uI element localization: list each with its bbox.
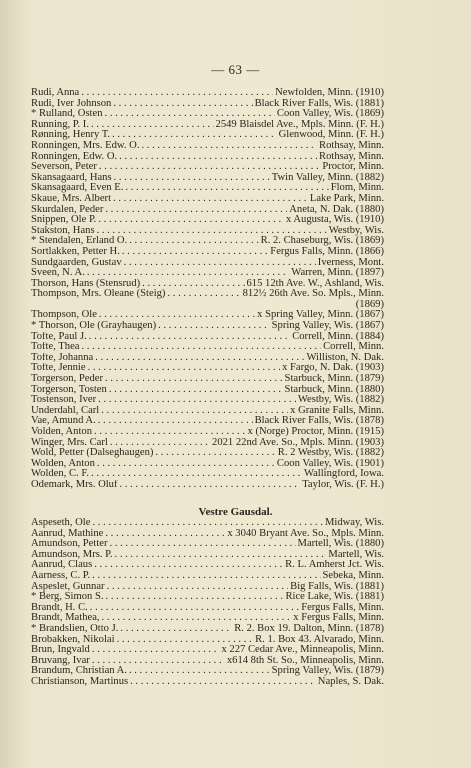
dot-leader: [89, 332, 290, 343]
dot-leader: [117, 635, 254, 646]
dot-leader: [99, 310, 255, 321]
entry-name: Skansagaard, Hans: [31, 172, 112, 183]
list-item: [31, 120, 384, 131]
entry-name: Skansagaard, Even E.: [31, 183, 124, 194]
list-item: [31, 353, 384, 364]
entry-name: Torgerson, Peder: [31, 374, 104, 385]
dot-leader: [122, 247, 268, 258]
entry-name: Volden, Anton: [31, 427, 93, 437]
list-item: [31, 645, 384, 656]
dot-leader: [124, 258, 316, 269]
list-item: [31, 406, 384, 417]
entry-location: Wallingford, Iowa.: [303, 469, 384, 480]
list-item: [31, 363, 384, 374]
entry-name: Aanrud, Claus: [31, 560, 93, 571]
list-item: [31, 539, 384, 550]
dot-leader: [88, 363, 281, 374]
entry-location: Williston, N. Dak.: [306, 352, 384, 363]
list-item: [31, 550, 384, 561]
list-item: [31, 385, 384, 396]
member-list: [31, 88, 384, 491]
entry-continuation: (1869): [355, 298, 384, 310]
list-item: [31, 215, 384, 226]
dot-leader: [91, 469, 302, 480]
entry-location: Martell, Wis. (1880): [297, 539, 384, 550]
dot-leader: [95, 353, 304, 364]
dot-leader: [97, 226, 327, 237]
entry-location: Aneta, N. Dak. (1880): [289, 204, 384, 215]
entry-location: Rice Lake, Wis. (1881): [285, 592, 384, 603]
entry-location: Midway, Wis.: [324, 518, 384, 528]
dot-leader: [107, 582, 289, 593]
list-item: [31, 624, 384, 635]
entry-location: Rothsay, Minn.: [319, 151, 384, 162]
entry-location: R. 1. Box 43. Alvarado, Minn.: [255, 634, 384, 645]
list-item: [31, 560, 384, 571]
dot-leader: [94, 427, 245, 438]
entry-name: Severson, Peter: [31, 162, 97, 173]
list-item: [31, 268, 384, 279]
dot-leader: [102, 613, 292, 624]
dot-leader: [81, 342, 321, 353]
list-item: [31, 395, 384, 406]
dot-leader: [92, 518, 323, 529]
list-item: [31, 173, 384, 184]
list-item: [31, 374, 384, 385]
entry-name: Christianson, Martinus: [31, 676, 129, 687]
list-item: [31, 666, 384, 677]
dot-leader: [141, 141, 317, 152]
entry-location: Glenwood, Minn. (F. H.): [278, 130, 384, 141]
dot-leader: [92, 571, 320, 582]
dot-leader: [91, 120, 214, 131]
dot-leader: [105, 529, 225, 540]
entry-location: R. 2. Chaseburg, Wis. (1869): [260, 236, 384, 247]
list-item: [31, 152, 384, 163]
list-item: [31, 162, 384, 173]
dot-leader: [112, 130, 277, 141]
entry-name: Skurdalen, Peder: [31, 204, 104, 215]
entry-location: Warren, Minn. (1897): [291, 268, 384, 279]
list-item: [31, 130, 384, 141]
dot-leader: [114, 173, 270, 184]
entry-name: Wold, Petter (Dalseghaugen): [31, 448, 154, 459]
dot-leader: [97, 459, 275, 470]
entry-name: * Rulland, Osten: [31, 109, 103, 120]
list-item: [31, 427, 384, 438]
entry-name: Brandt, H. C.: [31, 602, 88, 613]
dot-leader: [87, 268, 289, 279]
dot-leader: [106, 592, 284, 603]
list-item: [31, 571, 384, 582]
list-item: [31, 459, 384, 470]
entry-location: R. 2 Westby, Wis. (1882): [277, 448, 384, 459]
dot-leader: [105, 374, 283, 385]
dot-leader: [99, 162, 320, 173]
entry-location: Black River Falls, Wis. (1878): [254, 416, 384, 427]
entry-name: Tofte, Paul J.: [31, 331, 87, 342]
member-list-vestre-gausdal: [31, 518, 384, 688]
list-item: [31, 342, 384, 353]
dot-leader: [98, 215, 284, 226]
entry-name: Sortlakken, Petter H.: [31, 246, 120, 257]
entry-name: Amundson, Petter: [31, 539, 108, 550]
entry-name: Winger, Mrs. Carl: [31, 437, 108, 448]
list-item: [31, 582, 384, 593]
entry-name: Thorson, Hans (Stensrud): [31, 278, 141, 289]
entry-name: Tofte, Thea: [31, 342, 80, 353]
entry-name: Aanrud, Mathine: [31, 528, 104, 539]
entry-location: Iverness, Mont.: [317, 257, 384, 268]
entry-location: x614 8th St. So., Minneapolis, Minn.: [226, 655, 384, 666]
list-item: [31, 656, 384, 667]
entry-location: Martell, Wis.: [328, 549, 384, 560]
entry-location: Starbuck, Minn. (1879): [284, 374, 384, 385]
entry-location: Proctor, Minn.: [322, 162, 384, 173]
list-item: [31, 480, 384, 491]
entry-location: Spring Valley, Wis. (1879): [271, 666, 384, 677]
list-item: [31, 603, 384, 614]
dot-leader: [105, 205, 287, 216]
entry-name: Aspeslet, Gunnar: [31, 581, 105, 592]
entry-name: Thompson, Ole: [31, 310, 97, 321]
list-item: [31, 289, 384, 300]
entry-location: x 227 Cedar Ave., Minneapolis, Minn.: [221, 645, 384, 656]
dot-leader: [98, 416, 253, 427]
entry-location: R. L. Amherst Jct. Wis.: [285, 560, 384, 571]
entry-location: 812½ 26th Ave. So. Mpls., Minn.: [242, 289, 384, 300]
list-item: [31, 205, 384, 216]
list-item: [31, 247, 384, 258]
list-item: [31, 438, 384, 449]
entry-location: Twin Valley, Minn. (1882): [271, 172, 384, 183]
list-item: [31, 88, 384, 99]
entry-name: * Thorson, Ole (Grayhaugen): [31, 321, 157, 332]
entry-name: Brandum, Christian A.: [31, 666, 127, 677]
entry-location: Lake Park, Minn.: [309, 193, 384, 204]
entry-location: x Augusta, Wis. (1910): [286, 215, 384, 226]
list-item: [31, 332, 384, 343]
dot-leader: [120, 624, 232, 635]
entry-location: Spring Valley, Wis. (1867): [271, 321, 384, 332]
entry-name: Torgerson, Tosten: [31, 384, 107, 395]
entry-location: Fergus Falls, Minn.: [301, 602, 384, 613]
entry-location: Westby, Wis.: [328, 225, 384, 236]
list-item: [31, 613, 384, 624]
entry-name: Ronningen, Mrs. Edw. O.: [31, 140, 140, 151]
entry-name: Brun, Ingvald: [31, 645, 90, 656]
entry-name: Snippen, Ole P.: [31, 215, 97, 226]
dot-leader: [105, 109, 275, 120]
entry-location: Naples, S. Dak.: [317, 676, 384, 687]
entry-name: * Brandslien, Otto J.: [31, 623, 119, 634]
list-item: [31, 226, 384, 237]
entry-location: x (Norge) Proctor, Minn. (1915): [247, 427, 384, 437]
entry-name: Tostenson, Iver: [31, 395, 97, 406]
entry-name: Tofte, Jennie: [31, 363, 86, 374]
entry-location: x 3040 Bryant Ave. So., Mpls. Minn.: [227, 528, 384, 539]
entry-location: Taylor, Wis. (F. H.): [302, 479, 384, 490]
entry-name: Tofte, Johanna: [31, 352, 94, 363]
entry-location: Sebeka, Minn.: [322, 570, 384, 581]
dot-leader: [110, 539, 296, 550]
entry-location: 2021 22nd Ave. So., Mpls. Minn. (1903): [212, 437, 384, 448]
entry-name: Brobakken, Nikolai: [31, 634, 115, 645]
list-item: [31, 183, 384, 194]
entry-name: Vae, Amund A.: [31, 416, 96, 427]
entry-location: Big Falls, Wis. (1881): [290, 581, 384, 592]
entry-location: Coon Valley, Wis. (1869): [276, 109, 384, 120]
dot-leader: [94, 560, 283, 571]
list-item: [31, 258, 384, 269]
entry-name: Sundgaarden, Gustav: [31, 257, 122, 268]
dot-leader: [98, 395, 296, 406]
entry-name: Amundson, Mrs. P.: [31, 549, 113, 560]
dot-leader: [113, 99, 252, 110]
entry-location: Flom, Minn.: [330, 183, 384, 194]
entry-location: Starbuck, Minn. (1880): [284, 384, 384, 395]
entry-location: Rothsay, Minn.: [319, 140, 384, 151]
list-item: [31, 279, 384, 290]
dot-leader: [155, 448, 275, 459]
entry-name: Thompson, Mrs. Oleane (Steig): [31, 289, 166, 300]
entry-name: Sveen, N. A.: [31, 268, 85, 279]
list-item: [31, 109, 384, 120]
dot-leader: [101, 406, 288, 417]
dot-leader: [119, 152, 317, 163]
entry-location: 615 12th Ave. W., Ashland, Wis.: [246, 278, 384, 289]
dot-leader: [129, 666, 270, 677]
dot-leader: [81, 88, 273, 99]
entry-name: Wolden, C. F.: [31, 469, 90, 480]
entry-name: Wolden, Anton: [31, 458, 95, 469]
section-heading: Vestre Gausdal.: [198, 506, 273, 518]
entry-location: x Fergus Falls, Minn.: [293, 613, 384, 624]
list-item: [31, 310, 384, 321]
dot-leader: [109, 385, 283, 396]
entry-name: Odemark, Mrs. Oluf: [31, 479, 118, 490]
dot-leader: [110, 438, 210, 449]
entry-location: x Granite Falls, Minn.: [290, 405, 384, 416]
list-item: [31, 321, 384, 332]
dot-leader: [125, 183, 328, 194]
entry-name: Aspeseth, Ole: [31, 518, 91, 528]
entry-name: Bruvang, Ivar: [31, 655, 90, 666]
entry-name: Underdahl, Carl: [31, 405, 100, 416]
dot-leader: [167, 289, 240, 300]
entry-location: Correll, Minn. (1884): [292, 331, 384, 342]
entry-name: Stakston, Hans: [31, 225, 95, 236]
dot-leader: [142, 279, 244, 290]
page-number: — 63 —: [211, 62, 260, 77]
dot-leader: [113, 194, 308, 205]
entry-location: R. 2. Box 19. Dalton, Minn. (1878): [234, 623, 384, 634]
entry-location: Fergus Falls, Minn. (1866): [270, 246, 384, 257]
list-item: [31, 448, 384, 459]
entry-name: Aarness, C. P.: [31, 570, 91, 581]
list-item: [31, 194, 384, 205]
dot-leader: [90, 603, 299, 614]
entry-name: Brandt, Mathea,: [31, 613, 100, 624]
dot-leader: [92, 656, 225, 667]
list-item: [31, 416, 384, 427]
entry-name: Rudi, Anna: [31, 88, 80, 98]
dot-leader: [130, 677, 316, 688]
dot-leader: [158, 321, 269, 332]
entry-location: 2549 Blaisdel Ave., Mpls. Minn. (F. H.): [215, 119, 384, 130]
entry-name: Running, P. I.: [31, 119, 89, 130]
list-item: [31, 141, 384, 152]
dot-leader: [115, 550, 327, 561]
entry-name: Rønning, Henry T.: [31, 130, 111, 141]
dot-leader: [129, 236, 258, 247]
entry-name: * Berg, Simon S.: [31, 592, 104, 603]
entry-name: Skaue, Mrs. Albert: [31, 193, 112, 204]
list-item: [31, 635, 384, 646]
entry-location: Correll, Minn.: [323, 342, 384, 353]
list-item: [31, 469, 384, 480]
list-item: [31, 529, 384, 540]
entry-location: Westby, Wis. (1882): [297, 395, 384, 406]
entry-location: x Fargo, N. Dak. (1903): [282, 363, 384, 374]
list-item: [31, 677, 384, 688]
dot-leader: [120, 480, 301, 491]
entry-location: Newfolden, Minn. (1910): [275, 88, 384, 98]
dot-leader: [92, 645, 220, 656]
list-item: [31, 592, 384, 603]
entry-name: Ronningen, Edw. O.: [31, 151, 118, 162]
list-item: [31, 518, 384, 529]
entry-location: x Spring Valley, Minn. (1867): [257, 310, 384, 321]
list-item: [31, 99, 384, 110]
entry-name: * Stendalen, Erland O.: [31, 236, 128, 247]
entry-location: Coon Valley, Wis. (1901): [276, 458, 384, 469]
entry-name: Rudi, Iver Johnson: [31, 98, 112, 109]
entry-location: Black River Falls, Wis. (1881): [254, 98, 384, 109]
list-item: [31, 236, 384, 247]
